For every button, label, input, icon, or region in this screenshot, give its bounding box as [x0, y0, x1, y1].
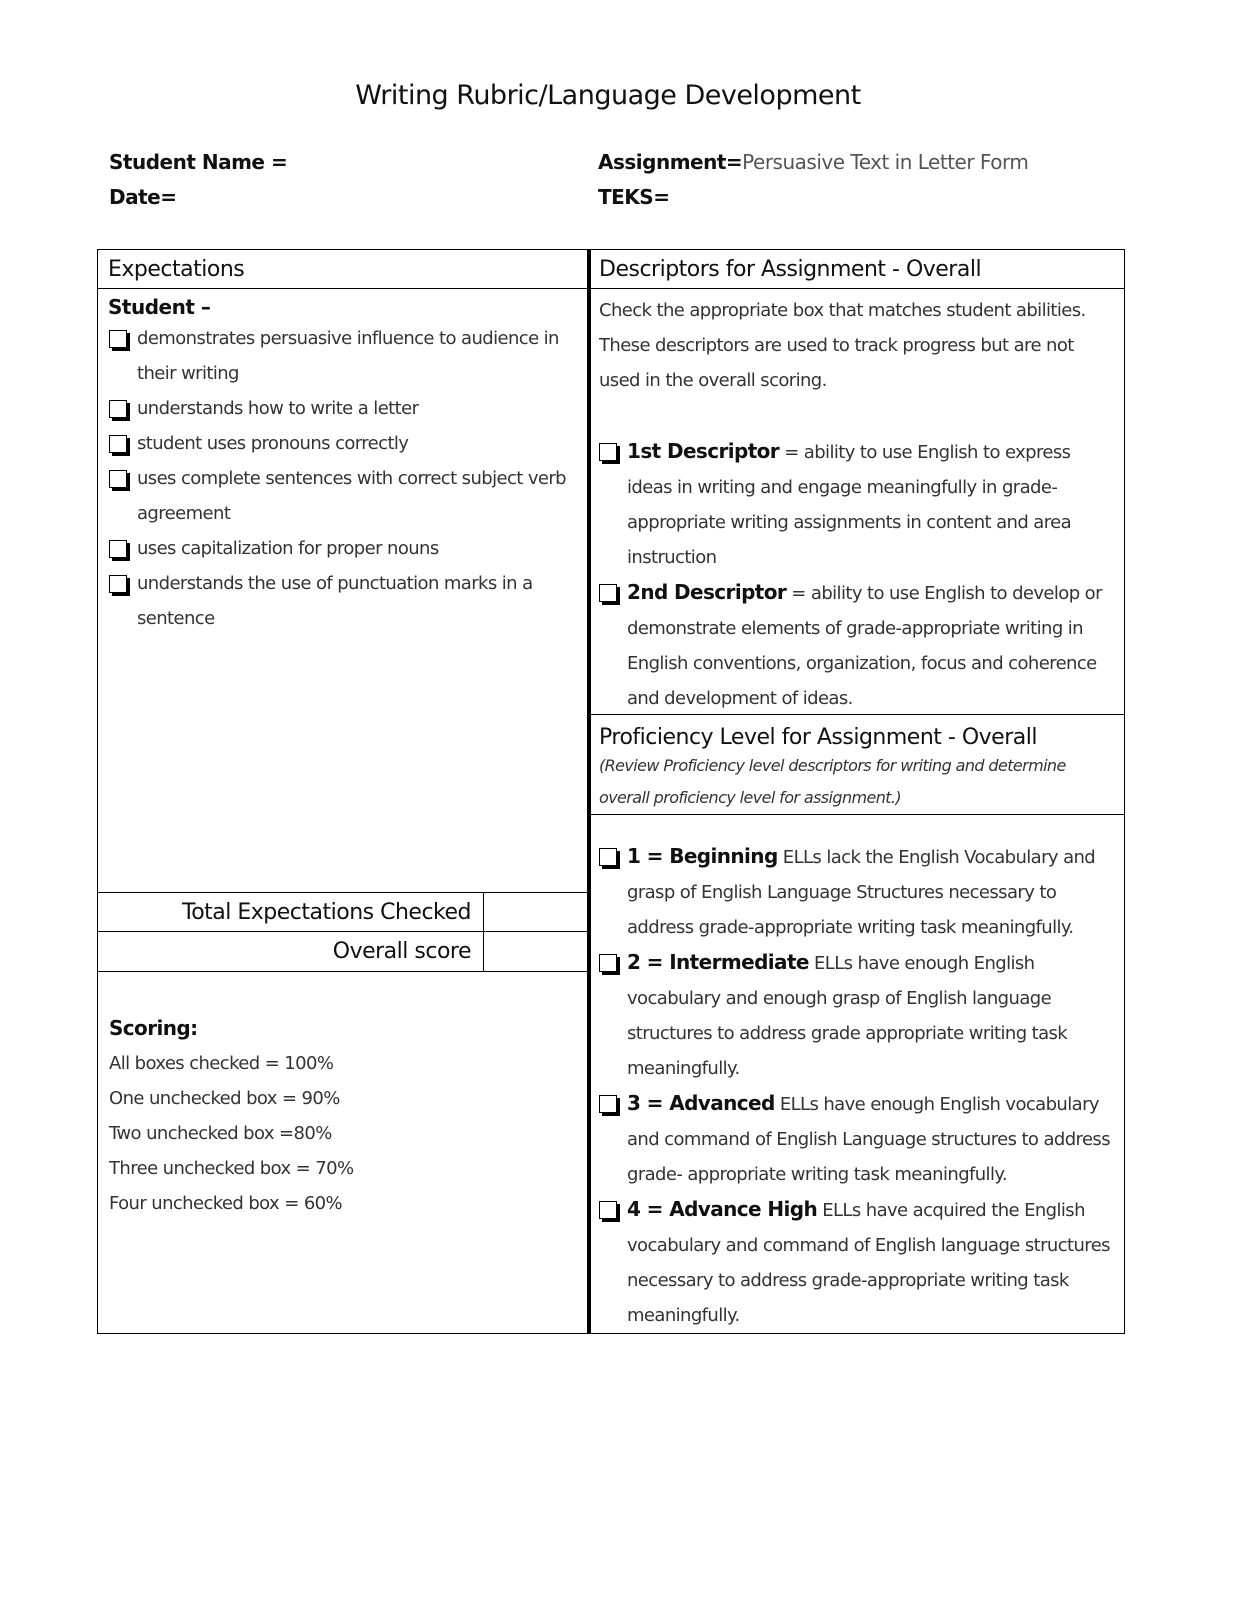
- checkbox-icon[interactable]: [109, 435, 127, 453]
- student-name-field[interactable]: [109, 150, 287, 174]
- checkbox-icon[interactable]: [599, 1095, 617, 1113]
- proficiency-list: [591, 814, 1124, 1333]
- scoring-key: [109, 1010, 353, 1221]
- checkbox-icon[interactable]: [109, 470, 127, 488]
- overall-score-input[interactable]: [484, 932, 588, 971]
- expectations-header: Expectations: [98, 250, 588, 289]
- descriptor-item: 1st Descriptor = ability to use English to express ideas in writing and engage meaningfully in grade-appropriate writing assignments in content and area instruction: [599, 434, 1110, 575]
- descriptors-intro: Check the appropriate box that matches student abilities. These descriptors are used to track progress but are not used in the overall scoring.: [599, 300, 1086, 391]
- expectation-item: uses complete sentences with correct subject verb agreement: [109, 461, 572, 531]
- checkbox-icon[interactable]: [109, 400, 127, 418]
- proficiency-level: 1 = Beginning ELLs lack the English Vocabulary and grasp of English Language Structures necessary to address grade-appropriate writing task meaningfully.: [599, 839, 1110, 945]
- assignment-label: Assignment=: [598, 150, 743, 174]
- scoring-line: One unchecked box = 90%: [109, 1088, 340, 1109]
- descriptors-header: Descriptors for Assignment - Overall: [591, 250, 1124, 289]
- checkbox-icon[interactable]: [599, 584, 617, 602]
- expectations-list: [98, 321, 588, 636]
- expectation-item: understands the use of punctuation marks in a sentence: [109, 566, 572, 636]
- rubric-table: [97, 249, 1123, 1334]
- overall-score-row: [98, 931, 588, 972]
- total-expectations-row: [98, 892, 588, 932]
- assignment-field: [598, 150, 1028, 174]
- checkbox-icon[interactable]: [599, 954, 617, 972]
- expectation-item: student uses pronouns correctly: [109, 426, 572, 461]
- checkbox-icon[interactable]: [109, 575, 127, 593]
- student-subheader: Student –: [108, 295, 211, 319]
- date-label: Date=: [109, 185, 177, 209]
- proficiency-header: Proficiency Level for Assignment - Overall: [599, 725, 1037, 750]
- overall-score-label: Overall score: [98, 932, 484, 971]
- date-field[interactable]: [109, 185, 176, 209]
- expectation-item: understands how to write a letter: [109, 391, 572, 426]
- student-name-label: Student Name =: [109, 150, 288, 174]
- descriptors-column: [587, 249, 1125, 1334]
- total-expectations-input[interactable]: [484, 893, 588, 932]
- proficiency-level: 4 = Advance High ELLs have acquired the English vocabulary and command of English language structures necessary to address grade-appropriate writing task meaningfully.: [599, 1192, 1110, 1333]
- total-expectations-label: Total Expectations Checked: [98, 893, 484, 932]
- scoring-line: All boxes checked = 100%: [109, 1053, 334, 1074]
- checkbox-icon[interactable]: [599, 848, 617, 866]
- proficiency-note: (Review Proficiency level descriptors for writing and determine overall proficiency level for assignment.): [599, 756, 1066, 807]
- proficiency-level: 2 = Intermediate ELLs have enough English vocabulary and enough grasp of English language structures to address grade appropriate writing task meaningfully.: [599, 945, 1110, 1086]
- expectations-column: [97, 249, 589, 1334]
- scoring-title: Scoring:: [109, 1016, 198, 1040]
- assignment-value: Persuasive Text in Letter Form: [742, 150, 1029, 174]
- teks-label: TEKS=: [598, 185, 670, 209]
- descriptor-item: 2nd Descriptor = ability to use English to develop or demonstrate elements of grade-appropriate writing in English conventions, organization, focus and coherence and development of ideas.: [599, 575, 1110, 716]
- checkbox-icon[interactable]: [109, 330, 127, 348]
- scoring-line: Four unchecked box = 60%: [109, 1193, 343, 1214]
- scoring-line: Three unchecked box = 70%: [109, 1158, 354, 1179]
- page-title: Writing Rubric/Language Development: [355, 80, 861, 111]
- scoring-line: Two unchecked box =80%: [109, 1123, 332, 1144]
- checkbox-icon[interactable]: [599, 443, 617, 461]
- descriptors-list: [591, 434, 1124, 716]
- teks-field[interactable]: [598, 185, 669, 209]
- proficiency-level: 3 = Advanced ELLs have enough English vocabulary and command of English Language structures to address grade- appropriate writing task meaningfully.: [599, 1086, 1110, 1192]
- expectation-item: uses capitalization for proper nouns: [109, 531, 572, 566]
- checkbox-icon[interactable]: [599, 1201, 617, 1219]
- expectation-item: demonstrates persuasive influence to audience in their writing: [109, 321, 572, 391]
- proficiency-section: [591, 714, 1124, 1333]
- checkbox-icon[interactable]: [109, 540, 127, 558]
